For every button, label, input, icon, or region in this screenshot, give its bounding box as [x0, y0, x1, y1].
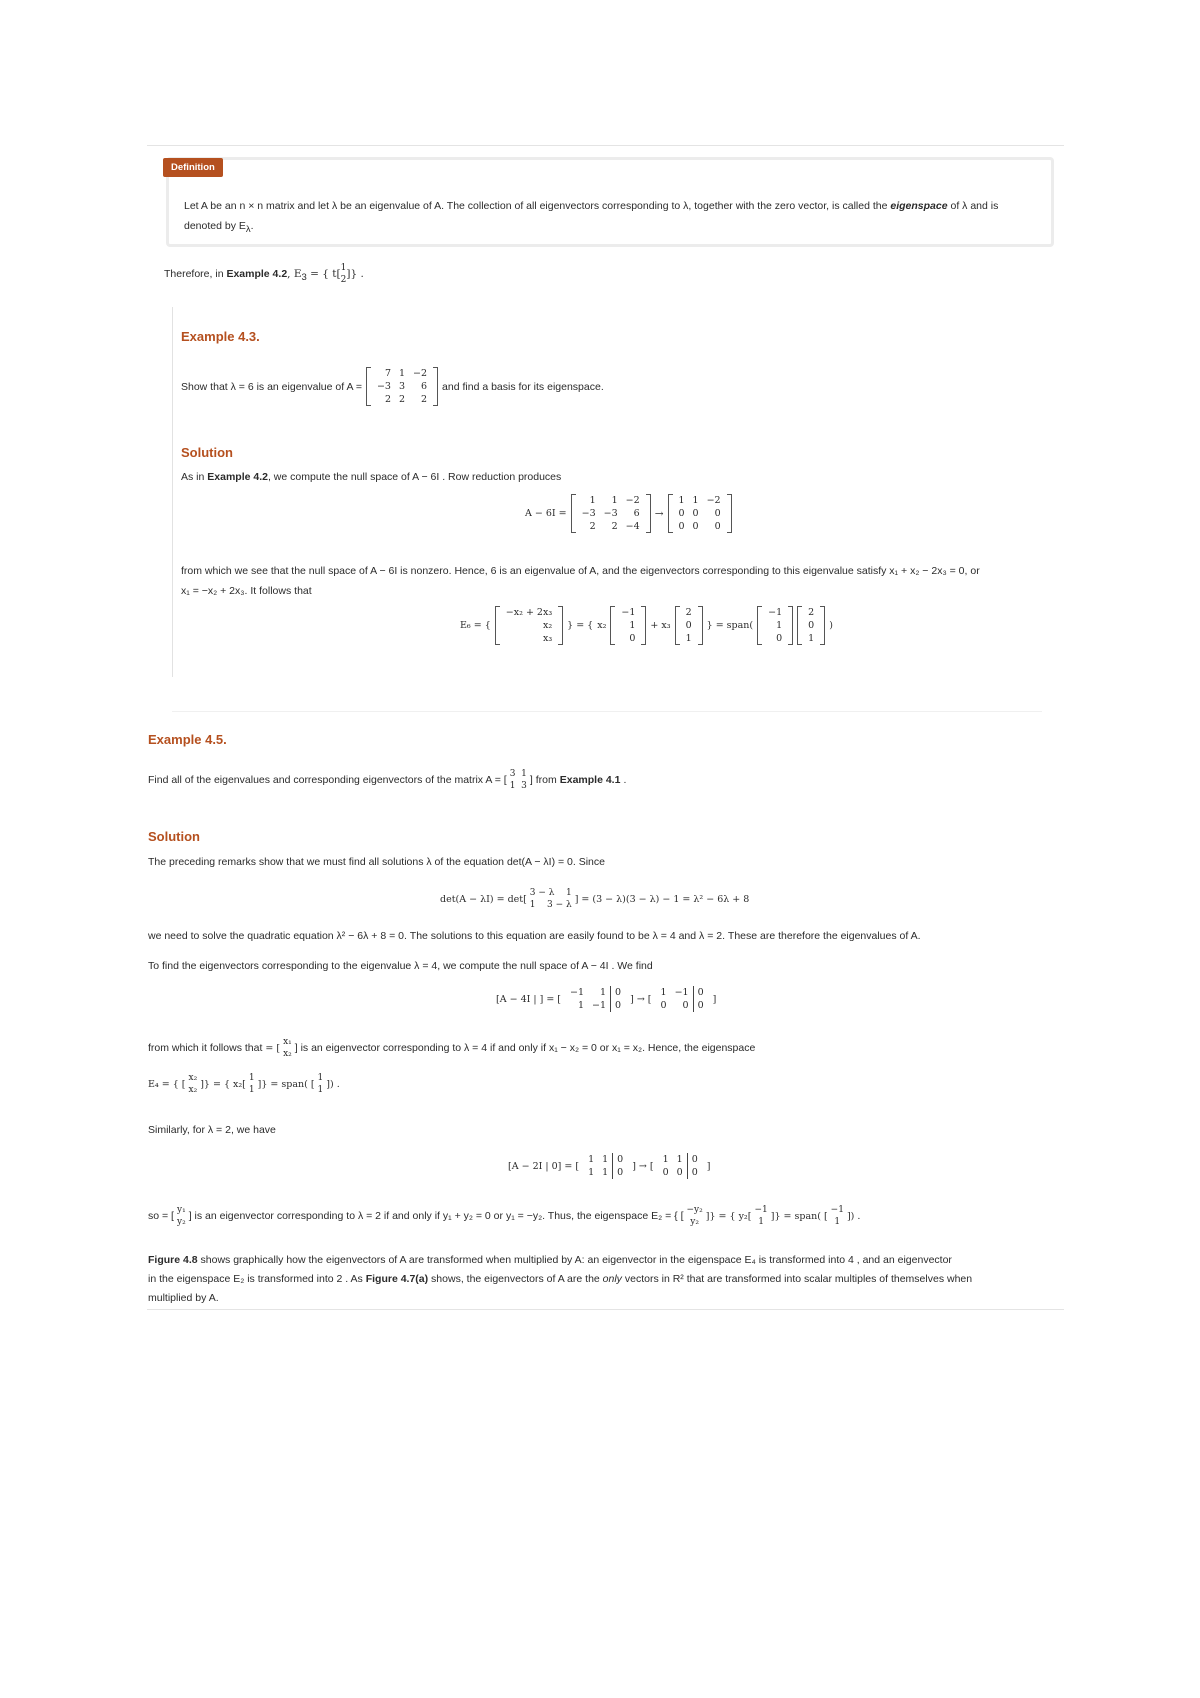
example-4-5-p2: we need to solve the quadratic equation λ² − 6λ + 8 = 0. The solutions to this equation are easily found to be λ = 4 and λ = 2. These are therefore the eigenvalues of A.: [148, 930, 921, 942]
example-4-5-title: Example 4.5.: [148, 732, 227, 747]
example-4-5-p5: Similarly, for λ = 2, we have: [148, 1124, 276, 1136]
augmented-eq-4: [A − 4I | ] = [ −1 1 0 1 −1 0 ] → [ 1 −1 0 0 0 0 ]: [496, 987, 717, 1011]
therefore-line: Therefore, in Example 4.2, $E_3$ = { t[ 1 2 ]} .: [164, 263, 364, 285]
eigenspace-e4: E₄ = { [ x₂ x₂ ]} = { x₂[ 1 1 ]} = span( [ 1 1 ]) .: [148, 1073, 340, 1095]
figure-4-8-ref[interactable]: Figure 4.8: [148, 1254, 198, 1266]
bottom-divider: [147, 1309, 1064, 1310]
example-4-3-separator: [172, 711, 1042, 712]
example-4-3-statement: Show that λ = 6 is an eigenvalue of A = 7 1 −2 −3 3 6 2 2 2 and find a basis for its eigenspace.: [181, 368, 604, 405]
matrix-a-45: 3 1 1 3: [509, 769, 527, 791]
example-4-5-p1: The preceding remarks show that we must find all solutions λ of the equation det(A − λI) = 0. Since: [148, 856, 605, 868]
example-4-5-statement: Find all of the eigenvalues and corresponding eigenvectors of the matrix A = [ 3 1 1 3 ] from Example 4.1 .: [148, 769, 627, 791]
example-4-5-p4: from which it follows that = [ x₁ x₂ ] is an eigenvector corresponding to λ = 4 if and only if x₁ − x₂ = 0 or x₁ = x₂. Hence, the eigenspace: [148, 1037, 756, 1059]
example-4-1-ref[interactable]: Example 4.1: [559, 774, 621, 786]
definition-text: Let A be an n × n matrix and let λ be an eigenvalue of A. The collection of all eigenvectors corresponding to λ, together with the zero vector, is called the eigenspace of λ and is denoted by $E_\lambda$.: [184, 200, 999, 236]
example-4-5-solution-heading: Solution: [148, 829, 200, 844]
eigenspace-e6: E₆ = { −x₂ + 2x₃ x₂ x₃ } = { x₂ −1 1 0 + x₃ 2 0 1 } = span( −1 1 0 2 0 1 ): [460, 607, 833, 644]
example-4-3-para: from which we see that the null space of A − 6I is nonzero. Hence, 6 is an eigenvalue of A, and the eigenvectors corresponding to this eigenvalue satisfy x₁ + x₂ − 2x₃ = 0, or x₁ = −x₂ + 2x₃. It follows that: [181, 565, 980, 597]
example-4-3-title: Example 4.3.: [181, 329, 260, 344]
eigenspace-term: eigenspace: [890, 200, 948, 212]
definition-tag: Definition: [163, 158, 223, 177]
determinant-eq: det(A − λI) = det[ 3 − λ 1 1 3 − λ ] = (3 − λ)(3 − λ) − 1 = λ² − 6λ + 8: [440, 888, 750, 910]
top-divider: [147, 145, 1064, 146]
row-reduction-43: A − 6I = 1 1 −2 −3 −3 6 2 2 −4 → 1 1 −2 0 0 0 0 0 0: [525, 494, 732, 533]
example-4-3-solution-heading: Solution: [181, 445, 233, 460]
example-4-2-ref[interactable]: Example 4.2: [226, 267, 288, 280]
example-4-5-p3: To find the eigenvectors corresponding to the eigenvalue λ = 4, we compute the null space of A − 4I . We find: [148, 960, 653, 972]
example-4-3-sol-intro: As in Example 4.2, we compute the null space of A − 6I . Row reduction produces: [181, 471, 562, 483]
example-4-5-p6: so = [ y₁ y₂ ] is an eigenvector corresponding to λ = 2 if and only if y₁ + y₂ = 0 or y₁ = −y₂. Thus, the eigenspace E₂ = { [ −y₂ y₂ ]} = { y₂[ −1 1 ]} = span( [ −1 1 ]) .: [148, 1205, 861, 1227]
figure-4-7a-ref[interactable]: Figure 4.7(a): [365, 1273, 429, 1285]
example-4-2-ref-2[interactable]: Example 4.2: [207, 471, 268, 483]
matrix-a-43: 7 1 −2 −3 3 6 2 2 2: [366, 367, 438, 406]
augmented-eq-2: [A − 2I | 0] = [ 1 1 0 1 1 0 ] → [ 1 1 0 0 0 0 ]: [508, 1154, 711, 1178]
example-4-5-figure-para: Figure 4.8 shows graphically how the eigenvectors of A are transformed when multiplied by A: an eigenvector in the eigenspace E₄ is transformed into 4 , and an eigenvector in the eigenspace E₂ is transformed into 2 . As Figure 4.7(a) shows, the eigenvectors of A are the only vectors in R² that are transformed into scalar multiples of themselves when multiplied by A.: [148, 1254, 973, 1304]
